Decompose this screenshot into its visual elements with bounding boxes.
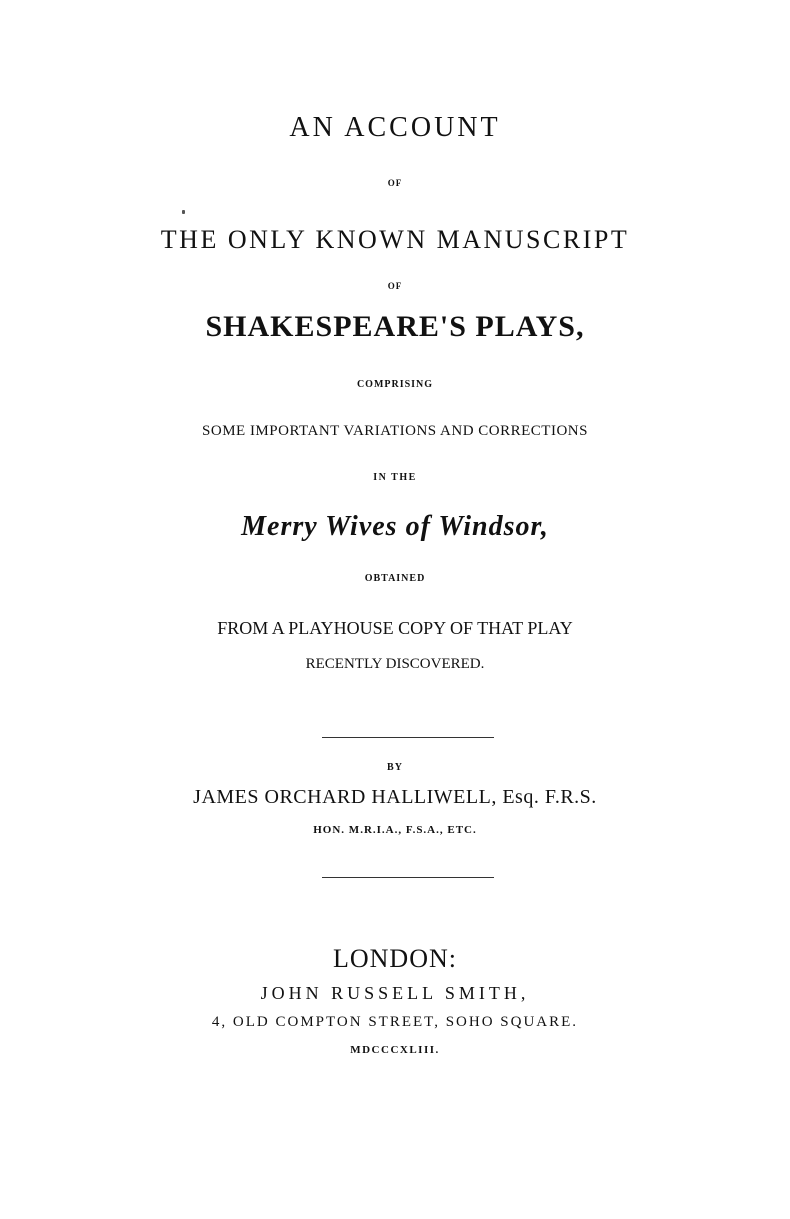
imprint-year: MDCCCXLIII. (350, 1044, 440, 1056)
title-account: AN ACCOUNT (289, 112, 501, 143)
title-only-known-manuscript: THE ONLY KNOWN MANUSCRIPT (160, 225, 630, 254)
print-speck (182, 210, 185, 214)
comprising-label: COMPRISING (356, 379, 434, 390)
obtained-label: OBTAINED (364, 573, 426, 584)
divider-rule-bottom (322, 877, 494, 878)
title-shakespeares-plays: SHAKESPEARE'S PLAYS, (205, 310, 585, 343)
divider-rule-top (322, 737, 494, 738)
in-the-label: IN THE (373, 472, 417, 483)
recently-discovered-line: RECENTLY DISCOVERED. (305, 656, 485, 672)
variations-line: SOME IMPORTANT VARIATIONS AND CORRECTIONS (202, 423, 588, 439)
of-connector-2: OF (387, 281, 403, 291)
by-label: BY (387, 762, 403, 773)
play-title: Merry Wives of Windsor, (241, 511, 549, 542)
imprint-city: LONDON: (333, 944, 457, 973)
author-name: JAMES ORCHARD HALLIWELL, Esq. F.R.S. (193, 786, 597, 808)
of-connector-1: OF (387, 178, 403, 188)
author-honours: HON. M.R.I.A., F.S.A., ETC. (313, 824, 477, 836)
imprint-address: 4, OLD COMPTON STREET, SOHO SQUARE. (211, 1014, 579, 1030)
playhouse-line: FROM A PLAYHOUSE COPY OF THAT PLAY (217, 618, 573, 638)
imprint-publisher: JOHN RUSSELL SMITH, (260, 983, 530, 1003)
